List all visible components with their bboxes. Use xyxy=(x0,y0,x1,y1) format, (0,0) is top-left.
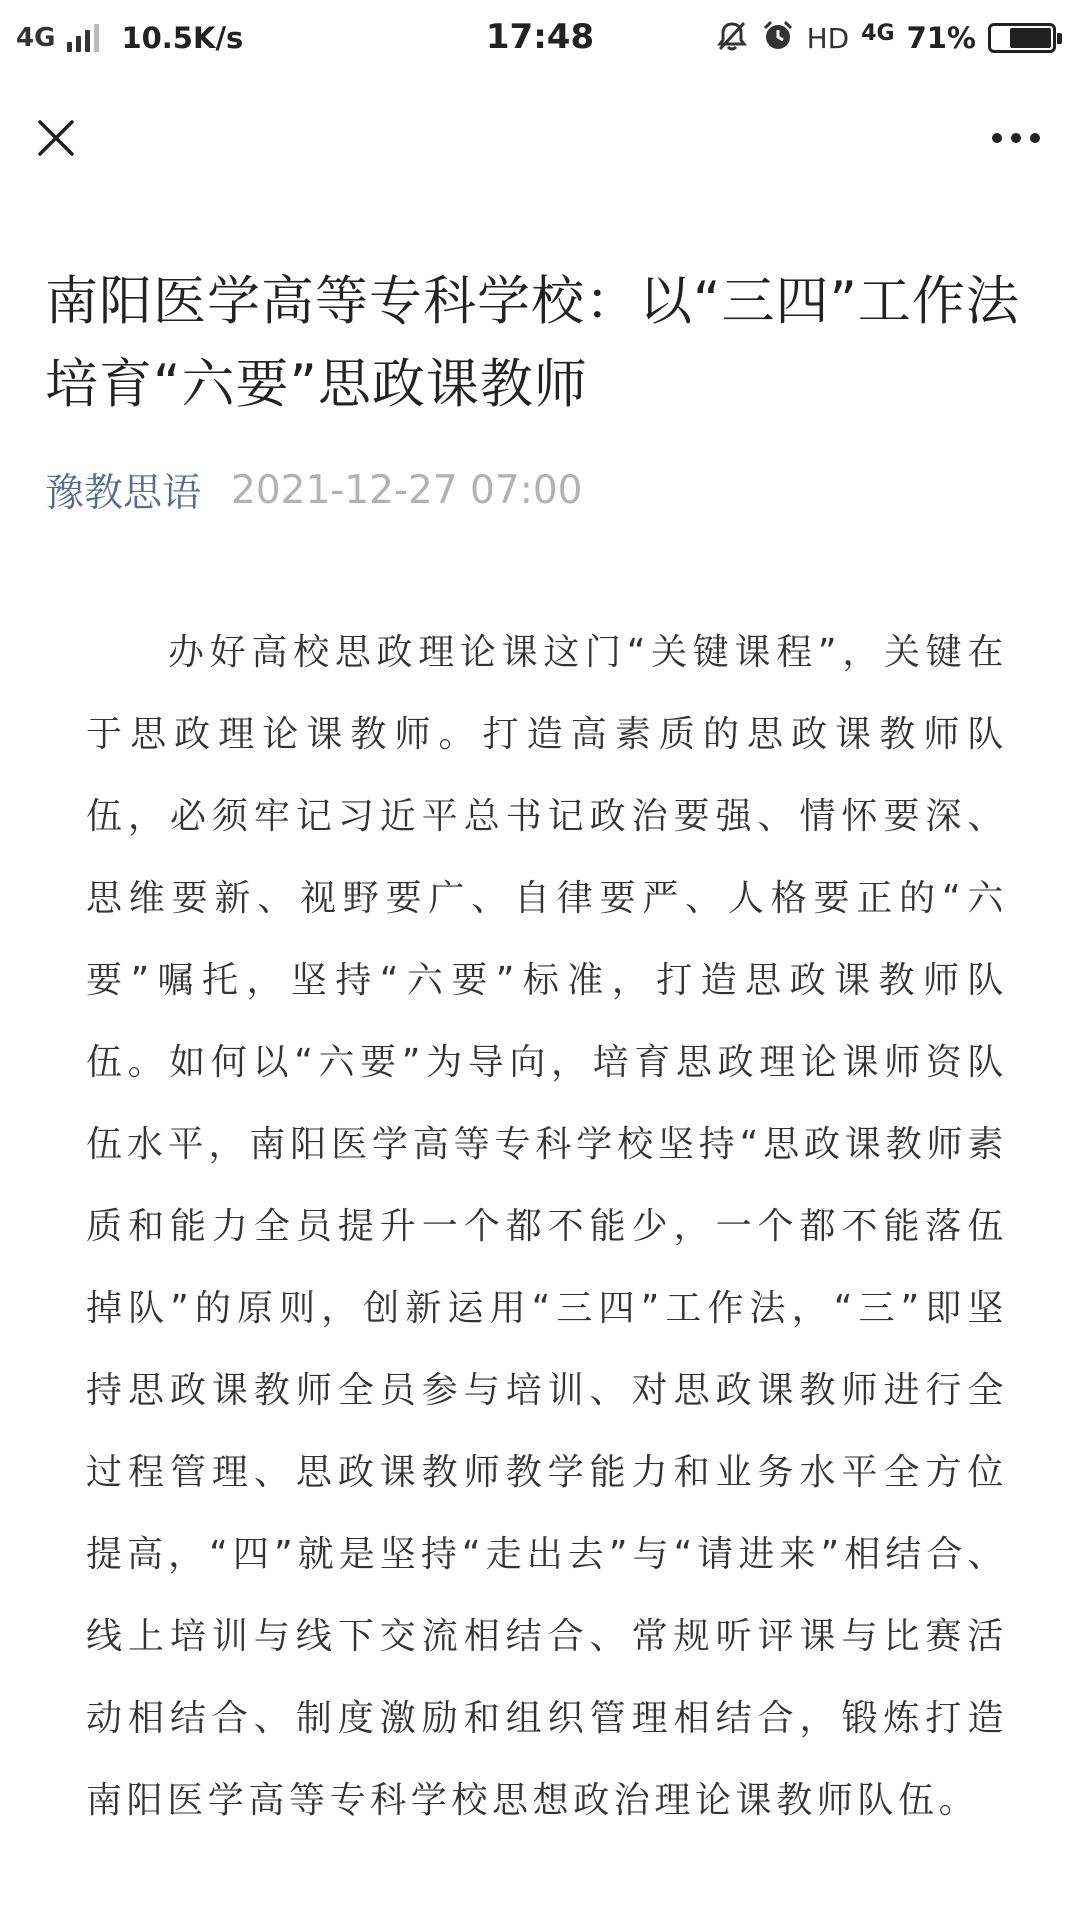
more-button[interactable] xyxy=(984,110,1048,166)
network-type-right: 4G xyxy=(861,20,895,46)
signal-icon xyxy=(67,24,99,52)
more-dots-icon xyxy=(990,131,1042,145)
battery-level xyxy=(1010,28,1051,48)
article-meta xyxy=(45,462,582,518)
clock: 17:48 xyxy=(485,17,595,57)
close-button[interactable] xyxy=(28,110,84,166)
mute-notification-icon xyxy=(715,19,749,57)
article-paragraph: 办好高校思政理论课这门“关键课程”，关键在于思政理论课教师。打造高素质的思政课教师队伍，必须牢记习近平总书记政治要强、情怀要深、思维要新、视野要广、自律要严、人格要正的“六要”嘱托，坚持“六要”标准，打造思政课教师队伍。如何以“六要”为导向，培育思政理论课师资队伍水平，南阳医学高等专科学校坚持“思政课教师素质和能力全员提升一个都不能少，一个都不能落伍掉队”的原则，创新运用“三四”工作法，“三”即坚持思政课教师全员参与培训、对思政课教师进行全过程管理、思政课教师教学能力和业务水平全方位提高，“四”就是坚持“走出去”与“请进来”相结合、线上培训与线下交流相结合、常规听评课与比赛活动相结合、制度激励和组织管理相结合，锻炼打造南阳医学高等专科学校思想政治理论课教师队伍。 xyxy=(86,632,1008,1821)
network-speed: 10.5K/s xyxy=(121,21,244,55)
status-bar-right xyxy=(715,19,1062,57)
status-bar xyxy=(0,0,1080,76)
close-icon xyxy=(34,116,78,160)
account-name-link[interactable]: 豫教思语 xyxy=(45,471,202,516)
battery-icon xyxy=(988,23,1056,53)
nav-bar xyxy=(0,96,1080,186)
battery-percent: 71% xyxy=(906,21,976,55)
network-type: 4G xyxy=(16,23,56,53)
status-bar-left xyxy=(16,21,243,55)
article-title: 南阳医学高等专科学校：以“三四”工作法培育“六要”思政课教师 xyxy=(45,271,1020,415)
hd-indicator: HD xyxy=(806,21,850,55)
alarm-icon xyxy=(761,19,795,57)
publish-date: 2021-12-27 07:00 xyxy=(231,467,583,513)
